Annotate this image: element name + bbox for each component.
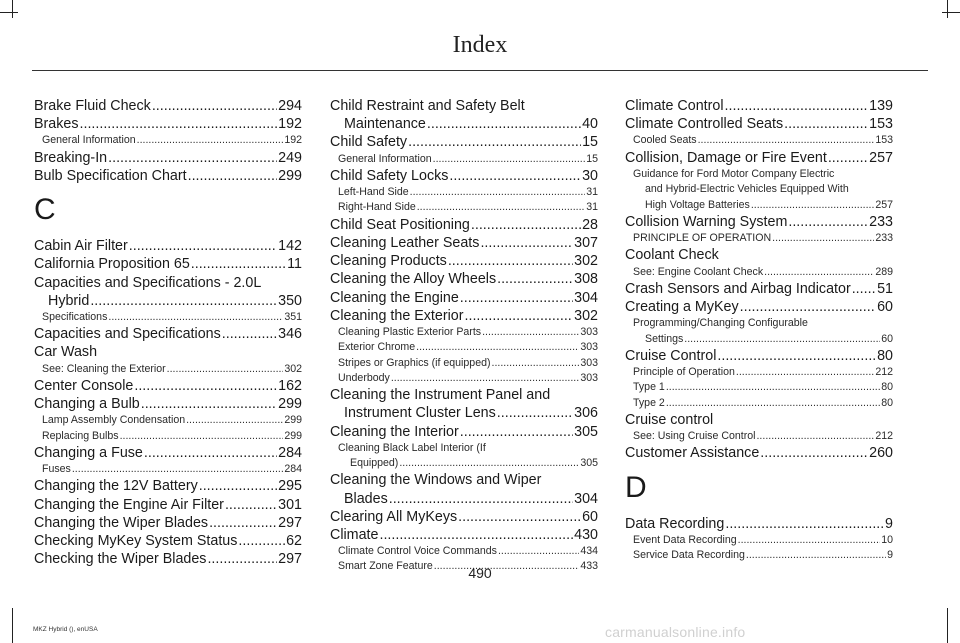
index-entry-page: 301 bbox=[278, 496, 302, 513]
index-entry-page: 153 bbox=[875, 134, 893, 147]
dot-leader bbox=[480, 234, 573, 252]
index-entry-page: 350 bbox=[278, 292, 302, 309]
dot-leader bbox=[80, 115, 278, 133]
index-entry-title: Left-Hand Side bbox=[338, 186, 409, 199]
dot-leader bbox=[746, 548, 886, 563]
dot-leader bbox=[389, 490, 573, 508]
index-entry-page: 31 bbox=[586, 186, 598, 199]
index-entry-page: 80 bbox=[881, 396, 893, 409]
index-entry-page: 305 bbox=[580, 457, 598, 470]
index-entry-page: 31 bbox=[586, 201, 598, 214]
index-entry[interactable] bbox=[330, 133, 598, 151]
index-entry-title: Creating a MyKey bbox=[625, 299, 739, 315]
crop-mark-top-left-v bbox=[12, 0, 13, 18]
dot-leader bbox=[410, 185, 586, 200]
index-entry-title: Exterior Chrome bbox=[338, 341, 416, 354]
index-entry-title: Cleaning Plastic Exterior Parts bbox=[338, 325, 482, 338]
dot-leader bbox=[736, 365, 874, 380]
dot-leader bbox=[458, 508, 581, 526]
index-entry-page: 351 bbox=[284, 310, 302, 323]
index-entry-page: 28 bbox=[582, 216, 598, 233]
index-entry-title: Crash Sensors and Airbag Indicator bbox=[625, 280, 851, 297]
index-entry-page: 297 bbox=[278, 551, 302, 568]
index-entry[interactable] bbox=[34, 429, 302, 444]
index-entry[interactable] bbox=[625, 265, 893, 280]
index-entry[interactable] bbox=[330, 356, 598, 371]
dot-leader bbox=[492, 356, 580, 371]
index-entry-title: Cabin Air Filter bbox=[34, 238, 128, 255]
index-entry-page: 289 bbox=[875, 265, 893, 278]
index-entry-title: Brakes bbox=[34, 116, 79, 133]
dot-leader bbox=[188, 167, 278, 185]
index-entry[interactable] bbox=[34, 149, 302, 167]
index-entry-page: 307 bbox=[574, 234, 598, 251]
index-entry-page: 60 bbox=[877, 299, 893, 315]
dot-leader bbox=[379, 526, 573, 544]
index-entry-title: Climate bbox=[330, 526, 379, 543]
index-entry-page: 294 bbox=[278, 98, 302, 114]
index-entry[interactable] bbox=[625, 198, 893, 213]
index-entry[interactable] bbox=[34, 532, 302, 550]
index-entry-title: Changing the 12V Battery bbox=[34, 478, 198, 495]
dot-leader bbox=[482, 325, 579, 340]
crop-mark-bottom-left-v bbox=[12, 608, 13, 643]
index-entry-page: 9 bbox=[887, 549, 893, 562]
dot-leader bbox=[725, 515, 884, 533]
index-entry-title: California Proposition 65 bbox=[34, 256, 190, 273]
dot-leader bbox=[108, 149, 277, 167]
index-entry[interactable] bbox=[625, 515, 893, 533]
index-entry-page: 304 bbox=[574, 289, 598, 306]
index-entry-title: Lamp Assembly Condensation bbox=[42, 414, 186, 427]
index-entry-page: 303 bbox=[580, 356, 598, 369]
index-entry-title: Cleaning the Engine bbox=[330, 289, 459, 306]
index-entry-title: High Voltage Batteries bbox=[645, 198, 750, 211]
index-entry-page: 212 bbox=[875, 430, 893, 443]
index-group bbox=[34, 97, 302, 185]
index-entry-title: Breaking-In bbox=[34, 149, 108, 166]
index-entry-title: Hybrid bbox=[48, 292, 90, 309]
index-heading: Cruise control bbox=[625, 411, 714, 428]
index-entry-title: See: Cleaning the Exterior bbox=[42, 362, 166, 375]
index-entry-page: 212 bbox=[875, 366, 893, 378]
index-entry-title: Smart Zone Feature bbox=[338, 560, 433, 573]
dot-leader bbox=[152, 97, 277, 115]
index-entry[interactable] bbox=[34, 115, 302, 133]
index-entry-page: 142 bbox=[278, 238, 302, 255]
index-entry-title: Child Safety bbox=[330, 134, 408, 151]
watermark: carmanualsonline.info bbox=[605, 624, 746, 640]
index-entry-title: Changing the Engine Air Filter bbox=[34, 496, 224, 513]
index-entry-title: Collision, Damage or Fire Event bbox=[625, 149, 827, 166]
index-entry-page: 303 bbox=[580, 325, 598, 338]
dot-leader bbox=[416, 340, 579, 355]
index-entry-title: Right-Hand Side bbox=[338, 201, 416, 214]
index-entry-page: 299 bbox=[284, 429, 302, 442]
index-entry-title: Center Console bbox=[34, 377, 134, 394]
index-entry[interactable] bbox=[330, 252, 598, 270]
index-entry-page: 260 bbox=[869, 445, 893, 462]
dot-leader bbox=[199, 477, 277, 495]
index-entry-title: Stripes or Graphics (if equipped) bbox=[338, 356, 491, 369]
index-entry-page: 153 bbox=[869, 116, 893, 133]
index-entry-title: Replacing Bulbs bbox=[42, 429, 119, 442]
index-entry[interactable] bbox=[34, 444, 302, 462]
index-entry-title: Brake Fluid Check bbox=[34, 98, 151, 114]
dot-leader bbox=[391, 371, 579, 386]
index-entry-title: Capacities and Specifications bbox=[34, 326, 221, 343]
index-entry[interactable] bbox=[625, 332, 893, 347]
index-entry-page: 302 bbox=[574, 253, 598, 270]
dot-leader bbox=[191, 255, 286, 273]
dot-leader bbox=[225, 496, 277, 514]
index-entry[interactable] bbox=[330, 371, 598, 386]
section-letter: C bbox=[34, 193, 56, 227]
index-entry-title: Child Safety Locks bbox=[330, 167, 449, 184]
index-entry-page: 233 bbox=[875, 232, 893, 244]
index-entry[interactable] bbox=[330, 404, 598, 422]
index-entry-title: Service Data Recording bbox=[633, 549, 745, 562]
index-heading: and Hybrid-Electric Vehicles Equipped With bbox=[645, 183, 849, 196]
index-entry[interactable] bbox=[34, 292, 302, 310]
dot-leader bbox=[433, 152, 586, 167]
index-entry[interactable] bbox=[625, 149, 893, 167]
dot-leader bbox=[751, 198, 874, 213]
index-entry-page: 306 bbox=[574, 405, 598, 422]
index-entry[interactable] bbox=[625, 533, 893, 548]
index-entry[interactable] bbox=[330, 200, 598, 215]
index-entry-page: 233 bbox=[869, 213, 893, 230]
dot-leader bbox=[684, 332, 880, 347]
dot-leader bbox=[852, 280, 876, 298]
index-entry[interactable] bbox=[625, 444, 893, 462]
dot-leader bbox=[666, 396, 880, 411]
index-entry[interactable] bbox=[625, 280, 893, 298]
index-entry-title: Fuses bbox=[42, 463, 71, 476]
index-entry[interactable] bbox=[330, 234, 598, 252]
index-entry-title: Maintenance bbox=[344, 116, 426, 133]
index-entry-title: Child Seat Positioning bbox=[330, 216, 470, 233]
index-entry[interactable] bbox=[625, 298, 893, 316]
dot-leader bbox=[120, 429, 284, 444]
index-heading: Capacities and Specifications - 2.0L bbox=[34, 274, 262, 291]
index-entry-title: Underbody bbox=[338, 371, 390, 384]
index-entry-page: 433 bbox=[580, 560, 598, 573]
dot-leader bbox=[399, 456, 579, 471]
dot-leader bbox=[144, 444, 277, 462]
section-letter: D bbox=[625, 470, 647, 504]
index-entry-page: 192 bbox=[284, 134, 302, 147]
index-entry-page: 80 bbox=[877, 347, 893, 364]
index-column-2 bbox=[330, 97, 598, 575]
index-group bbox=[625, 97, 893, 463]
index-entry[interactable] bbox=[34, 477, 302, 495]
index-entry-title: Type 1 bbox=[633, 381, 665, 394]
index-entry[interactable] bbox=[625, 396, 893, 411]
index-heading: Coolant Check bbox=[625, 247, 719, 264]
index-entry-title: Instrument Cluster Lens bbox=[344, 405, 496, 422]
index-column-3 bbox=[625, 97, 893, 563]
index-entry-title: Customer Assistance bbox=[625, 445, 760, 462]
index-entry-page: 303 bbox=[580, 371, 598, 384]
dot-leader bbox=[738, 533, 881, 548]
index-entry-title: Principle of Operation bbox=[633, 366, 735, 378]
index-entry-title: PRINCIPLE OF OPERATION bbox=[633, 232, 772, 244]
index-entry[interactable] bbox=[34, 413, 302, 428]
index-entry-title: Climate Control bbox=[625, 98, 724, 114]
page-number: 490 bbox=[468, 565, 492, 581]
index-entry-page: 40 bbox=[582, 116, 598, 133]
index-entry[interactable] bbox=[330, 423, 598, 441]
dot-leader bbox=[764, 265, 874, 280]
index-heading: Guidance for Ford Motor Company Electric bbox=[633, 167, 835, 180]
dot-leader bbox=[209, 514, 277, 532]
index-entry[interactable] bbox=[625, 548, 893, 563]
index-entry-page: 304 bbox=[574, 490, 598, 507]
index-entry-page: 62 bbox=[286, 533, 302, 550]
footer-text: MKZ Hybrid (), enUSA bbox=[33, 626, 98, 633]
index-entry[interactable] bbox=[625, 365, 893, 380]
index-entry-title: General Information bbox=[338, 152, 432, 165]
dot-leader bbox=[167, 362, 284, 377]
index-entry-title: Cooled Seats bbox=[633, 134, 697, 147]
index-entry-page: 434 bbox=[580, 545, 598, 558]
index-entry-page: 430 bbox=[574, 526, 598, 543]
dot-leader bbox=[756, 429, 874, 444]
index-entry-page: 284 bbox=[284, 463, 302, 476]
title-rule bbox=[32, 70, 928, 71]
index-entry[interactable] bbox=[34, 514, 302, 532]
index-entry-page: 302 bbox=[574, 307, 598, 324]
dot-leader bbox=[497, 404, 573, 422]
index-entry-title: Cleaning Products bbox=[330, 253, 447, 270]
index-heading: Cleaning the Windows and Wiper bbox=[330, 472, 542, 489]
index-entry-title: Checking MyKey System Status bbox=[34, 533, 238, 550]
index-entry[interactable] bbox=[330, 216, 598, 234]
index-entry[interactable] bbox=[330, 185, 598, 200]
index-entry[interactable] bbox=[34, 310, 302, 325]
index-entry[interactable] bbox=[330, 307, 598, 325]
dot-leader bbox=[417, 200, 585, 215]
index-entry-title: Cleaning the Exterior bbox=[330, 307, 464, 324]
index-entry-title: See: Using Cruise Control bbox=[633, 430, 756, 443]
index-entry[interactable] bbox=[330, 270, 598, 288]
dot-leader bbox=[698, 133, 875, 148]
index-entry-page: 80 bbox=[881, 381, 893, 394]
index-entry-title: Specifications bbox=[42, 310, 108, 323]
page-title: Index bbox=[452, 32, 508, 58]
index-entry[interactable] bbox=[34, 325, 302, 343]
index-column-1 bbox=[34, 97, 302, 568]
index-entry-title: Cleaning Leather Seats bbox=[330, 234, 480, 251]
index-entry[interactable] bbox=[330, 115, 598, 133]
dot-leader bbox=[788, 213, 868, 231]
dot-leader bbox=[141, 395, 277, 413]
dot-leader bbox=[471, 216, 581, 234]
index-group bbox=[330, 97, 598, 575]
index-entry-page: 284 bbox=[278, 444, 302, 461]
index-entry[interactable] bbox=[625, 213, 893, 231]
crop-mark-bottom-right-v bbox=[947, 608, 948, 643]
index-entry-page: 10 bbox=[881, 533, 893, 546]
index-entry[interactable] bbox=[330, 152, 598, 167]
index-entry[interactable] bbox=[330, 289, 598, 307]
crop-mark-top-right-h bbox=[942, 12, 960, 13]
index-entry[interactable] bbox=[330, 544, 598, 559]
index-entry-page: 302 bbox=[284, 362, 302, 375]
dot-leader bbox=[760, 444, 868, 462]
index-entry[interactable] bbox=[34, 167, 302, 185]
index-entry-title: Checking the Wiper Blades bbox=[34, 551, 207, 568]
index-entry[interactable] bbox=[330, 325, 598, 340]
index-entry-page: 60 bbox=[582, 508, 598, 525]
index-entry[interactable] bbox=[330, 167, 598, 185]
index-entry-page: 346 bbox=[278, 326, 302, 343]
index-entry-title: Event Data Recording bbox=[633, 533, 737, 546]
index-entry-title: General Information bbox=[42, 134, 136, 147]
index-entry-page: 299 bbox=[278, 167, 302, 184]
index-entry[interactable] bbox=[34, 377, 302, 395]
dot-leader bbox=[772, 231, 874, 246]
dot-leader bbox=[465, 307, 574, 325]
index-entry-page: 11 bbox=[287, 256, 302, 273]
index-entry[interactable] bbox=[34, 362, 302, 377]
index-entry-page: 299 bbox=[284, 414, 302, 427]
index-entry-title: Settings bbox=[645, 332, 684, 345]
index-entry-page: 249 bbox=[278, 149, 302, 166]
dot-leader bbox=[497, 270, 573, 288]
dot-leader bbox=[460, 423, 573, 441]
index-entry[interactable] bbox=[625, 231, 893, 246]
dot-leader bbox=[222, 325, 277, 343]
dot-leader bbox=[427, 115, 581, 133]
index-heading: Car Wash bbox=[34, 344, 98, 361]
dot-leader bbox=[784, 115, 868, 133]
index-heading: Cleaning Black Label Interior (If bbox=[338, 441, 486, 454]
index-entry-title: Clearing All MyKeys bbox=[330, 508, 458, 525]
dot-leader bbox=[460, 289, 573, 307]
index-entry-page: 51 bbox=[877, 280, 893, 297]
index-entry[interactable] bbox=[625, 115, 893, 133]
dot-leader bbox=[717, 347, 876, 365]
dot-leader bbox=[666, 380, 880, 395]
dot-leader bbox=[740, 298, 876, 316]
crop-mark-top-right-v bbox=[947, 0, 948, 18]
dot-leader bbox=[90, 292, 277, 310]
index-entry-title: Type 2 bbox=[633, 396, 665, 409]
index-entry-page: 15 bbox=[586, 152, 598, 165]
index-entry-page: 299 bbox=[278, 396, 302, 413]
index-entry[interactable] bbox=[330, 508, 598, 526]
index-entry-title: Climate Control Voice Commands bbox=[338, 545, 497, 558]
index-entry-page: 30 bbox=[582, 167, 598, 184]
index-entry[interactable] bbox=[625, 429, 893, 444]
index-entry-page: 308 bbox=[574, 271, 598, 288]
dot-leader bbox=[186, 413, 283, 428]
index-entry[interactable] bbox=[34, 255, 302, 273]
index-entry-title: Bulb Specification Chart bbox=[34, 167, 187, 184]
index-entry-page: 192 bbox=[278, 116, 302, 133]
index-entry[interactable] bbox=[34, 496, 302, 514]
index-entry[interactable] bbox=[625, 380, 893, 395]
index-entry-page: 60 bbox=[881, 332, 893, 345]
dot-leader bbox=[498, 544, 579, 559]
index-entry-title: Equipped) bbox=[350, 457, 399, 470]
index-entry-page: 257 bbox=[875, 198, 893, 211]
index-entry-title: Changing a Fuse bbox=[34, 444, 143, 461]
index-entry-page: 15 bbox=[582, 134, 598, 151]
index-entry-title: See: Engine Coolant Check bbox=[633, 265, 764, 278]
dot-leader bbox=[137, 133, 284, 148]
index-entry-page: 297 bbox=[278, 514, 302, 531]
index-group bbox=[34, 237, 302, 568]
index-entry-title: Changing the Wiper Blades bbox=[34, 514, 209, 531]
dot-leader bbox=[449, 167, 581, 185]
index-entry-title: Cleaning the Alloy Wheels bbox=[330, 271, 497, 288]
index-heading: Cleaning the Instrument Panel and bbox=[330, 387, 551, 404]
index-entry-title: Cleaning the Interior bbox=[330, 423, 459, 440]
index-entry-page: 303 bbox=[580, 341, 598, 354]
index-heading: Child Restraint and Safety Belt bbox=[330, 98, 525, 114]
index-entry-title: Climate Controlled Seats bbox=[625, 116, 784, 133]
index-entry[interactable] bbox=[625, 133, 893, 148]
index-entry-title: Collision Warning System bbox=[625, 213, 788, 230]
index-entry-page: 305 bbox=[574, 423, 598, 440]
dot-leader bbox=[238, 532, 285, 550]
index-entry[interactable] bbox=[330, 340, 598, 355]
index-entry[interactable] bbox=[330, 456, 598, 471]
index-entry[interactable] bbox=[330, 490, 598, 508]
index-entry-title: Changing a Bulb bbox=[34, 396, 140, 413]
index-entry-page: 9 bbox=[885, 515, 893, 532]
index-entry-title: Data Recording bbox=[625, 515, 725, 532]
index-entry[interactable] bbox=[330, 526, 598, 544]
dot-leader bbox=[108, 310, 283, 325]
dot-leader bbox=[72, 462, 283, 477]
index-entry-page: 257 bbox=[869, 149, 893, 166]
index-entry-page: 162 bbox=[278, 377, 302, 394]
crop-mark-top-left-h bbox=[0, 12, 18, 13]
index-entry[interactable] bbox=[625, 97, 893, 115]
index-entry[interactable] bbox=[625, 347, 893, 365]
index-entry[interactable] bbox=[34, 462, 302, 477]
index-entry-title: Blades bbox=[344, 490, 388, 507]
dot-leader bbox=[448, 252, 573, 270]
dot-leader bbox=[134, 377, 277, 395]
dot-leader bbox=[725, 97, 869, 115]
index-entry[interactable] bbox=[34, 237, 302, 255]
index-entry[interactable] bbox=[34, 97, 302, 115]
index-group bbox=[625, 515, 893, 564]
index-entry[interactable] bbox=[34, 133, 302, 148]
index-heading: Programming/Changing Configurable bbox=[633, 317, 808, 330]
dot-leader bbox=[129, 237, 277, 255]
index-entry-title: Cruise Control bbox=[625, 347, 717, 364]
dot-leader bbox=[828, 149, 868, 167]
index-entry-page: 295 bbox=[278, 478, 302, 495]
index-entry[interactable] bbox=[34, 395, 302, 413]
dot-leader bbox=[408, 133, 581, 151]
index-entry-page: 139 bbox=[869, 98, 893, 114]
